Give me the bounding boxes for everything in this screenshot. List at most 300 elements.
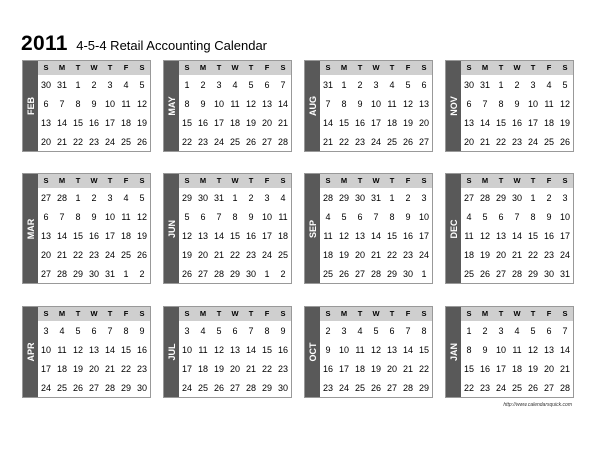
month-label-bar (23, 307, 38, 397)
day-cell: 22 (72, 250, 83, 260)
day-cell: 19 (136, 118, 147, 128)
day-cell: 15 (181, 118, 192, 128)
day-cell: 14 (277, 99, 288, 109)
day-cell: 10 (181, 345, 192, 355)
weekday-label: S (184, 176, 190, 185)
day-cell: 6 (389, 326, 395, 336)
month-may (163, 60, 292, 152)
day-cell: 31 (370, 193, 381, 203)
weekday-label: F (123, 63, 129, 72)
day-cell: 23 (136, 364, 147, 374)
weekday-label: T (530, 309, 536, 318)
day-cell: 16 (543, 231, 554, 241)
day-cell: 24 (104, 250, 115, 260)
day-cell: 21 (56, 250, 67, 260)
weekday-label: S (184, 63, 190, 72)
day-cell: 16 (354, 118, 365, 128)
day-cell: 5 (75, 326, 81, 336)
day-cell: 10 (104, 99, 115, 109)
day-cell: 21 (479, 137, 490, 147)
day-cell: 6 (43, 212, 49, 222)
day-cell: 18 (322, 250, 333, 260)
day-cell: 9 (546, 212, 552, 222)
day-cell: 27 (40, 193, 51, 203)
day-cell: 27 (40, 269, 51, 279)
day-cell: 27 (354, 269, 365, 279)
day-cell: 12 (245, 99, 256, 109)
day-cell: 14 (104, 345, 115, 355)
day-cell: 23 (511, 137, 522, 147)
weekday-label: S (43, 176, 49, 185)
day-cell: 4 (59, 326, 65, 336)
weekday-label: T (498, 63, 504, 72)
day-cell: 7 (59, 99, 65, 109)
weekday-label: W (231, 309, 239, 318)
weekday-label: T (216, 309, 222, 318)
day-cell: 14 (322, 118, 333, 128)
day-cell: 8 (184, 99, 190, 109)
day-cell: 25 (463, 269, 474, 279)
day-cell: 24 (181, 383, 192, 393)
month-name: AUG (307, 96, 318, 116)
day-cell: 13 (495, 231, 506, 241)
day-cell: 19 (245, 118, 256, 128)
day-cell: 25 (511, 383, 522, 393)
day-cell: 25 (197, 383, 208, 393)
day-cell: 19 (559, 118, 570, 128)
weekday-label: S (280, 176, 286, 185)
day-cell: 21 (559, 364, 570, 374)
day-cell: 28 (479, 193, 490, 203)
weekday-label: F (546, 63, 552, 72)
day-cell: 3 (216, 80, 222, 90)
day-cell: 15 (418, 345, 429, 355)
day-cell: 12 (213, 345, 224, 355)
weekday-label: T (107, 63, 113, 72)
day-cell: 2 (200, 80, 206, 90)
day-cell: 22 (495, 137, 506, 147)
day-cell: 17 (181, 364, 192, 374)
day-cell: 21 (104, 364, 115, 374)
day-cell: 14 (56, 118, 67, 128)
weekday-label: T (107, 176, 113, 185)
day-cell: 11 (544, 99, 554, 109)
day-cell: 21 (245, 364, 256, 374)
day-cell: 2 (482, 326, 488, 336)
day-cell: 4 (514, 326, 520, 336)
day-cell: 17 (495, 364, 506, 374)
day-cell: 22 (463, 383, 474, 393)
day-cell: 24 (370, 137, 381, 147)
day-cell: 4 (123, 80, 129, 90)
weekday-label: F (405, 176, 411, 185)
day-cell: 20 (40, 250, 51, 260)
day-cell: 12 (72, 345, 83, 355)
day-cell: 23 (197, 137, 208, 147)
day-cell: 1 (466, 326, 472, 336)
day-cell: 6 (43, 99, 49, 109)
day-cell: 8 (264, 326, 270, 336)
day-cell: 12 (479, 231, 490, 241)
day-cell: 3 (498, 326, 504, 336)
day-cell: 8 (389, 212, 395, 222)
day-cell: 24 (527, 137, 538, 147)
day-cell: 16 (402, 231, 413, 241)
day-cell: 1 (75, 80, 81, 90)
day-cell: 21 (213, 250, 224, 260)
day-cell: 23 (354, 137, 365, 147)
day-cell: 3 (562, 193, 568, 203)
month-oct (304, 306, 433, 398)
day-cell: 28 (213, 269, 224, 279)
day-cell: 25 (229, 137, 240, 147)
weekday-label: S (421, 309, 427, 318)
day-cell: 7 (280, 80, 286, 90)
day-cell: 2 (91, 193, 97, 203)
day-cell: 8 (75, 99, 81, 109)
day-cell: 15 (386, 231, 397, 241)
month-name: JUN (166, 219, 177, 238)
day-cell: 6 (546, 326, 552, 336)
day-cell: 15 (229, 231, 240, 241)
day-cell: 2 (405, 193, 411, 203)
day-cell: 5 (405, 80, 411, 90)
month-label-bar (446, 307, 461, 397)
day-cell: 13 (229, 345, 240, 355)
weekday-label: S (139, 63, 145, 72)
weekday-label: F (123, 176, 129, 185)
weekday-label: F (405, 63, 411, 72)
day-cell: 11 (121, 212, 131, 222)
day-cell: 29 (495, 193, 506, 203)
day-cell: 7 (59, 212, 65, 222)
day-cell: 9 (405, 212, 411, 222)
day-cell: 2 (357, 80, 363, 90)
weekday-label: T (498, 309, 504, 318)
day-cell: 25 (354, 383, 365, 393)
day-cell: 9 (91, 212, 97, 222)
day-cell: 14 (559, 345, 570, 355)
weekday-label: M (199, 176, 207, 185)
day-cell: 5 (482, 212, 488, 222)
day-cell: 8 (75, 212, 81, 222)
day-cell: 3 (43, 326, 49, 336)
day-cell: 8 (123, 326, 129, 336)
day-cell: 28 (56, 269, 67, 279)
weekday-label: S (421, 63, 427, 72)
weekday-label: W (231, 176, 239, 185)
day-cell: 16 (136, 345, 147, 355)
weekday-label: W (90, 63, 98, 72)
day-cell: 10 (40, 345, 51, 355)
day-cell: 15 (261, 345, 272, 355)
weekday-label: S (139, 176, 145, 185)
month-jul (163, 306, 292, 398)
weekday-label: W (90, 309, 98, 318)
weekday-label: S (43, 63, 49, 72)
day-cell: 1 (123, 269, 129, 279)
day-cell: 26 (338, 269, 349, 279)
day-cell: 17 (40, 364, 51, 374)
day-cell: 22 (261, 364, 272, 374)
day-cell: 17 (527, 118, 538, 128)
day-cell: 24 (559, 250, 570, 260)
weekday-label: T (248, 309, 254, 318)
day-cell: 20 (463, 137, 474, 147)
day-cell: 9 (139, 326, 145, 336)
day-cell: 24 (418, 250, 429, 260)
weekday-label: W (372, 63, 380, 72)
day-cell: 30 (402, 269, 413, 279)
day-cell: 26 (402, 137, 413, 147)
day-cell: 18 (277, 231, 288, 241)
day-cell: 28 (559, 383, 570, 393)
day-cell: 19 (72, 364, 83, 374)
day-cell: 1 (264, 269, 270, 279)
day-cell: 10 (213, 99, 224, 109)
day-cell: 10 (104, 212, 115, 222)
day-cell: 20 (88, 364, 99, 374)
day-cell: 10 (495, 345, 506, 355)
weekday-label: T (389, 63, 395, 72)
day-cell: 20 (418, 118, 429, 128)
month-name: APR (25, 342, 36, 362)
day-cell: 12 (559, 99, 570, 109)
day-cell: 7 (562, 326, 568, 336)
day-cell: 6 (498, 212, 504, 222)
weekday-label: T (530, 63, 536, 72)
day-cell: 5 (139, 80, 145, 90)
month-jan (445, 306, 574, 398)
day-cell: 22 (229, 250, 240, 260)
day-cell: 4 (325, 212, 331, 222)
day-cell: 19 (370, 364, 381, 374)
month-aug (304, 60, 433, 152)
day-cell: 21 (56, 137, 67, 147)
day-cell: 14 (402, 345, 413, 355)
day-cell: 14 (245, 345, 256, 355)
day-cell: 30 (511, 193, 522, 203)
day-cell: 29 (386, 269, 397, 279)
weekday-label: W (90, 176, 98, 185)
day-cell: 30 (88, 269, 99, 279)
day-cell: 1 (421, 269, 427, 279)
day-cell: 8 (232, 212, 238, 222)
day-cell: 18 (511, 364, 522, 374)
month-name: JAN (448, 342, 459, 362)
day-cell: 15 (463, 364, 474, 374)
day-cell: 24 (213, 137, 224, 147)
day-cell: 31 (213, 193, 224, 203)
day-cell: 11 (387, 99, 397, 109)
day-cell: 23 (479, 383, 490, 393)
weekday-label: M (58, 63, 66, 72)
day-cell: 20 (354, 250, 365, 260)
day-cell: 13 (197, 231, 208, 241)
weekday-label: F (264, 63, 270, 72)
day-cell: 9 (91, 99, 97, 109)
day-cell: 12 (136, 212, 147, 222)
weekday-label: W (372, 309, 380, 318)
day-cell: 17 (338, 364, 349, 374)
day-cell: 24 (338, 383, 349, 393)
day-cell: 16 (322, 364, 333, 374)
day-cell: 23 (245, 250, 256, 260)
day-cell: 26 (213, 383, 224, 393)
day-cell: 10 (261, 212, 272, 222)
day-cell: 26 (181, 269, 192, 279)
month-label-bar (305, 307, 320, 397)
weekday-label: S (280, 63, 286, 72)
day-cell: 13 (88, 345, 99, 355)
day-cell: 13 (261, 99, 272, 109)
day-cell: 27 (543, 383, 554, 393)
month-name: MAY (166, 96, 177, 116)
day-cell: 12 (370, 345, 381, 355)
day-cell: 22 (418, 364, 429, 374)
day-cell: 2 (248, 193, 254, 203)
day-cell: 7 (248, 326, 254, 336)
day-cell: 27 (418, 137, 429, 147)
day-cell: 28 (402, 383, 413, 393)
day-cell: 2 (325, 326, 331, 336)
weekday-label: M (199, 63, 207, 72)
day-cell: 13 (354, 231, 365, 241)
day-cell: 12 (181, 231, 192, 241)
weekday-label: T (389, 309, 395, 318)
day-cell: 5 (530, 326, 536, 336)
day-cell: 10 (527, 99, 538, 109)
day-cell: 12 (136, 99, 147, 109)
month-feb (22, 60, 151, 152)
weekday-label: F (405, 309, 411, 318)
weekday-label: T (498, 176, 504, 185)
day-cell: 21 (277, 118, 288, 128)
day-cell: 27 (88, 383, 99, 393)
day-cell: 22 (386, 250, 397, 260)
day-cell: 26 (136, 250, 147, 260)
day-cell: 8 (341, 99, 347, 109)
day-cell: 10 (559, 212, 570, 222)
weekday-label: M (340, 176, 348, 185)
day-cell: 6 (357, 212, 363, 222)
day-cell: 26 (527, 383, 538, 393)
day-cell: 18 (229, 118, 240, 128)
weekday-label: S (562, 63, 568, 72)
weekday-label: S (325, 176, 331, 185)
day-cell: 15 (72, 231, 83, 241)
day-cell: 7 (405, 326, 411, 336)
day-cell: 30 (197, 193, 208, 203)
day-cell: 27 (261, 137, 272, 147)
day-cell: 22 (181, 137, 192, 147)
day-cell: 26 (479, 269, 490, 279)
day-cell: 5 (216, 326, 222, 336)
weekday-label: S (562, 176, 568, 185)
day-cell: 15 (495, 118, 506, 128)
day-cell: 4 (232, 80, 238, 90)
day-cell: 4 (200, 326, 206, 336)
day-cell: 3 (107, 80, 113, 90)
day-cell: 25 (120, 137, 131, 147)
weekday-label: M (58, 309, 66, 318)
day-cell: 30 (245, 269, 256, 279)
day-cell: 23 (402, 250, 413, 260)
day-cell: 29 (338, 193, 349, 203)
day-cell: 17 (104, 118, 115, 128)
weekday-label: W (513, 309, 521, 318)
day-cell: 2 (280, 269, 286, 279)
weekday-label: M (481, 63, 489, 72)
day-cell: 7 (107, 326, 113, 336)
weekday-label: M (340, 309, 348, 318)
day-cell: 16 (277, 345, 288, 355)
day-cell: 30 (136, 383, 147, 393)
day-cell: 8 (421, 326, 427, 336)
day-cell: 5 (184, 212, 190, 222)
day-cell: 11 (121, 99, 131, 109)
weekday-label: T (216, 63, 222, 72)
day-cell: 17 (213, 118, 224, 128)
day-cell: 17 (104, 231, 115, 241)
day-cell: 11 (512, 345, 522, 355)
weekday-label: T (357, 63, 363, 72)
day-cell: 22 (72, 137, 83, 147)
month-dec (445, 173, 574, 284)
day-cell: 25 (386, 137, 397, 147)
weekday-label: S (184, 309, 190, 318)
month-label-bar (164, 174, 179, 283)
weekday-label: F (546, 176, 552, 185)
day-cell: 14 (213, 231, 224, 241)
day-cell: 6 (232, 326, 238, 336)
month-label-bar (23, 174, 38, 283)
day-cell: 23 (543, 250, 554, 260)
day-cell: 7 (325, 99, 331, 109)
day-cell: 3 (264, 193, 270, 203)
day-cell: 18 (543, 118, 554, 128)
day-cell: 24 (40, 383, 51, 393)
day-cell: 21 (322, 137, 333, 147)
day-cell: 23 (88, 137, 99, 147)
day-cell: 26 (370, 383, 381, 393)
day-cell: 16 (197, 118, 208, 128)
day-cell: 11 (230, 99, 240, 109)
day-cell: 9 (280, 326, 286, 336)
day-cell: 18 (197, 364, 208, 374)
day-cell: 9 (357, 99, 363, 109)
weekday-label: M (199, 309, 207, 318)
day-cell: 4 (357, 326, 363, 336)
weekday-label: M (58, 176, 66, 185)
day-cell: 29 (181, 193, 192, 203)
month-name: MAR (25, 218, 36, 239)
month-label-bar (164, 307, 179, 397)
month-label-bar (446, 61, 461, 151)
day-cell: 25 (56, 383, 67, 393)
day-cell: 31 (559, 269, 570, 279)
day-cell: 15 (527, 231, 538, 241)
day-cell: 19 (479, 250, 490, 260)
day-cell: 15 (72, 118, 83, 128)
day-cell: 6 (200, 212, 206, 222)
month-label-bar (446, 174, 461, 283)
day-cell: 3 (530, 80, 536, 90)
day-cell: 13 (463, 118, 474, 128)
month-name: OCT (307, 342, 318, 362)
day-cell: 16 (88, 118, 99, 128)
day-cell: 19 (402, 118, 413, 128)
